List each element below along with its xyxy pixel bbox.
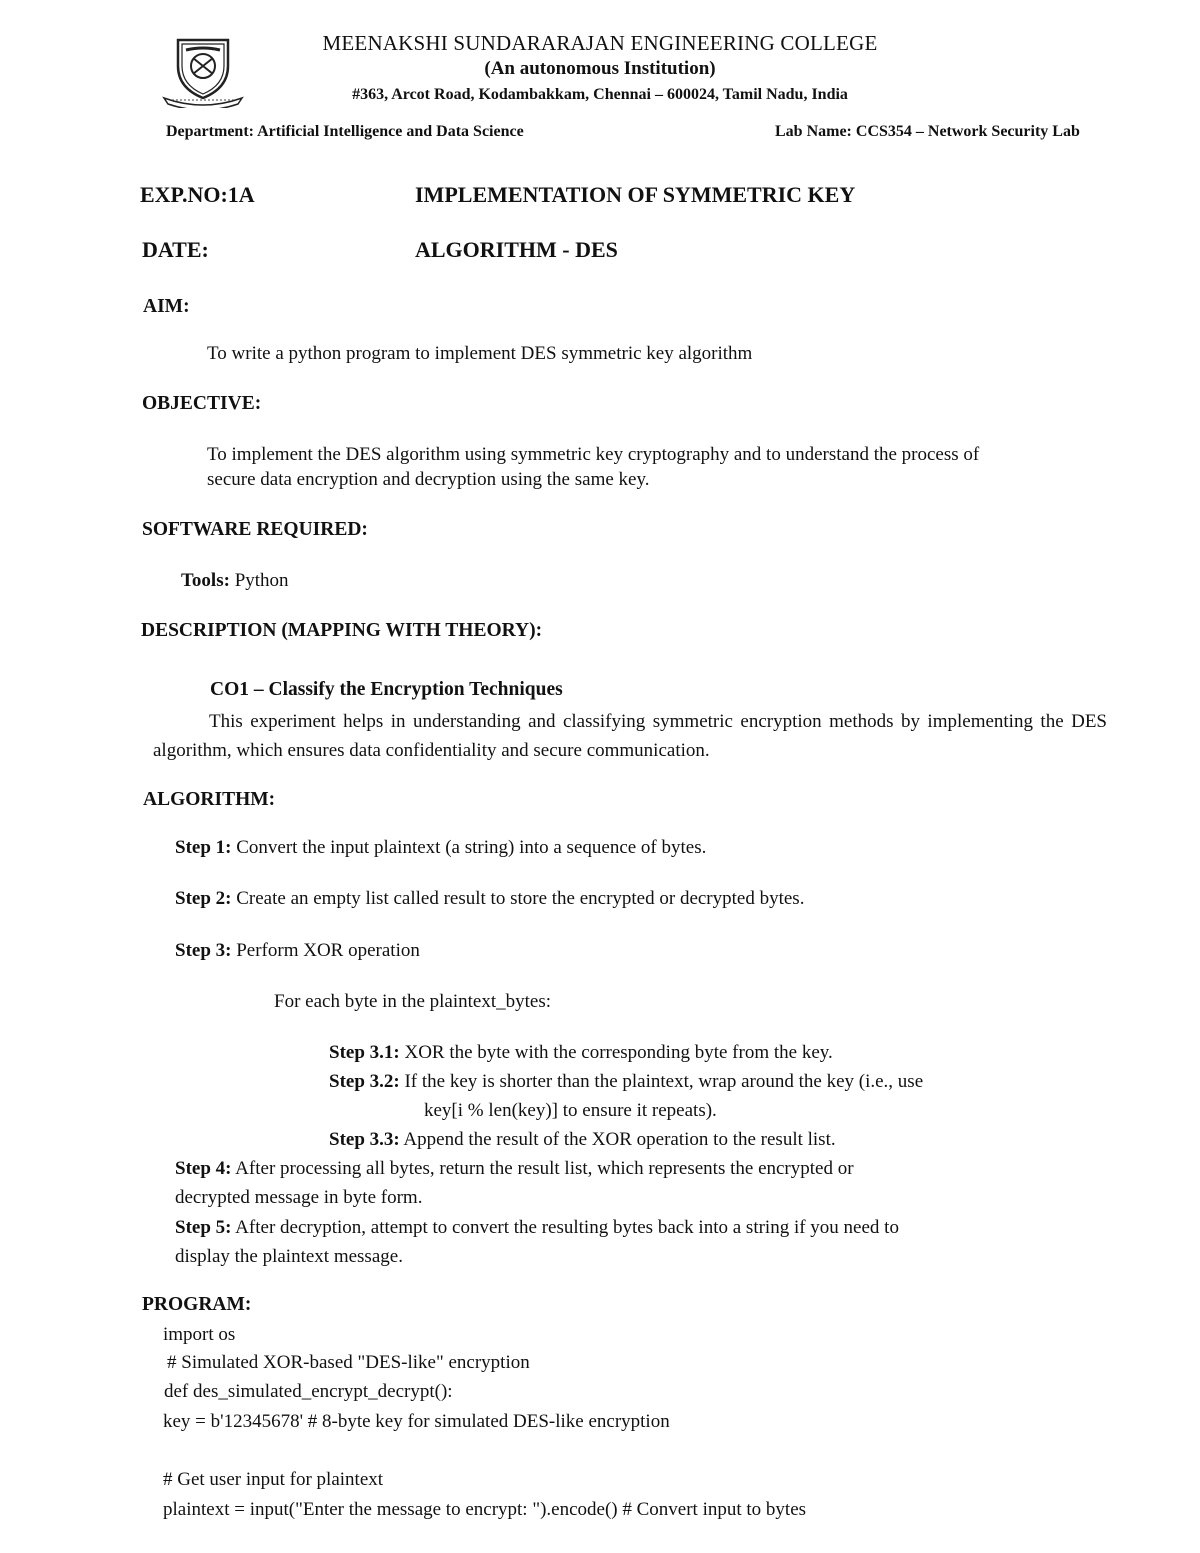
objective-line1: To implement the DES algorithm using symmetric key cryptography and to understand the process of [207,444,980,465]
step-3-2-label: Step 3.2: [329,1071,400,1092]
step-2 [175,888,804,910]
objective-heading: OBJECTIVE: [142,393,262,414]
step-1-label: Step 1: [175,837,232,858]
lab-name-label: Lab Name: CCS354 – Network Security Lab [775,123,1080,140]
code-line: key = b'12345678' # 8-byte key for simulated DES-like encryption [163,1411,670,1432]
step-5 [175,1217,899,1239]
step-3-text: Perform XOR operation [231,940,420,961]
code-line: # Simulated XOR-based "DES-like" encryption [167,1352,530,1373]
tools-line [181,570,289,592]
code-line: def des_simulated_encrypt_decrypt(): [164,1381,453,1402]
code-line: import os [163,1324,236,1345]
department-label: Department: Artificial Intelligence and Data Science [166,123,524,140]
step-3 [175,940,420,962]
step-2-text: Create an empty list called result to store the encrypted or decrypted bytes. [231,888,805,909]
institution-subtitle: (An autonomous Institution) [484,58,716,79]
step-4-text: After processing all bytes, return the result list, which represents the encrypted or [231,1158,854,1179]
description-heading: DESCRIPTION (MAPPING WITH THEORY): [141,620,543,641]
exp-title-line1: IMPLEMENTATION OF SYMMETRIC KEY [415,182,856,207]
for-each-text: For each byte in the plaintext_bytes: [274,991,552,1012]
step-3-1-label: Step 3.1: [329,1042,400,1063]
step-1 [175,837,706,859]
code-line: # Get user input for plaintext [163,1469,384,1490]
step-2-label: Step 2: [175,888,232,909]
step-3-3-text: Append the result of the XOR operation to the result list. [399,1129,836,1150]
step-3-1 [329,1042,833,1064]
date-label: DATE: [142,237,209,262]
step-4-continued: decrypted message in byte form. [175,1187,423,1208]
institution-name: MEENAKSHI SUNDARARAJAN ENGINEERING COLLEGE [322,31,878,55]
description-text: This experiment helps in understanding and classifying symmetric encryption methods by implementing the DES algorithm, which ensures data confidentiality and secure communication. [153,711,1107,761]
tools-label: Tools: [181,570,230,591]
aim-text: To write a python program to implement DES symmetric key algorithm [207,343,753,364]
program-heading: PROGRAM: [142,1294,252,1315]
step-5-text: After decryption, attempt to convert the resulting bytes back into a string if you need to [231,1217,899,1238]
step-4-label: Step 4: [175,1158,232,1179]
step-3-3-label: Step 3.3: [329,1129,400,1150]
aim-heading: AIM: [143,296,190,317]
step-3-2-text: If the key is shorter than the plaintext, wrap around the key (i.e., use [399,1071,924,1092]
step-3-1-text: XOR the byte with the corresponding byte from the key. [399,1042,833,1063]
step-5-continued: display the plaintext message. [175,1246,403,1267]
co-title: CO1 – Classify the Encryption Techniques [210,679,563,700]
step-3-3 [329,1129,836,1151]
step-3-2-continued: key[i % len(key)] to ensure it repeats). [424,1100,717,1121]
objective-line2: secure data encryption and decryption using the same key. [207,469,650,490]
step-1-text: Convert the input plaintext (a string) into a sequence of bytes. [231,837,707,858]
code-line: plaintext = input("Enter the message to encrypt: ").encode() # Convert input to bytes [163,1499,807,1520]
step-4 [175,1158,854,1180]
software-heading: SOFTWARE REQUIRED: [142,519,368,540]
exp-number: EXP.NO:1A [140,182,255,207]
tools-value: Python [229,570,289,591]
institution-address: #363, Arcot Road, Kodambakkam, Chennai – 600024, Tamil Nadu, India [352,86,848,103]
algorithm-heading: ALGORITHM: [143,789,276,810]
exp-title-line2: ALGORITHM - DES [415,237,618,262]
step-3-label: Step 3: [175,940,232,961]
step-5-label: Step 5: [175,1217,232,1238]
step-3-2 [329,1071,923,1093]
